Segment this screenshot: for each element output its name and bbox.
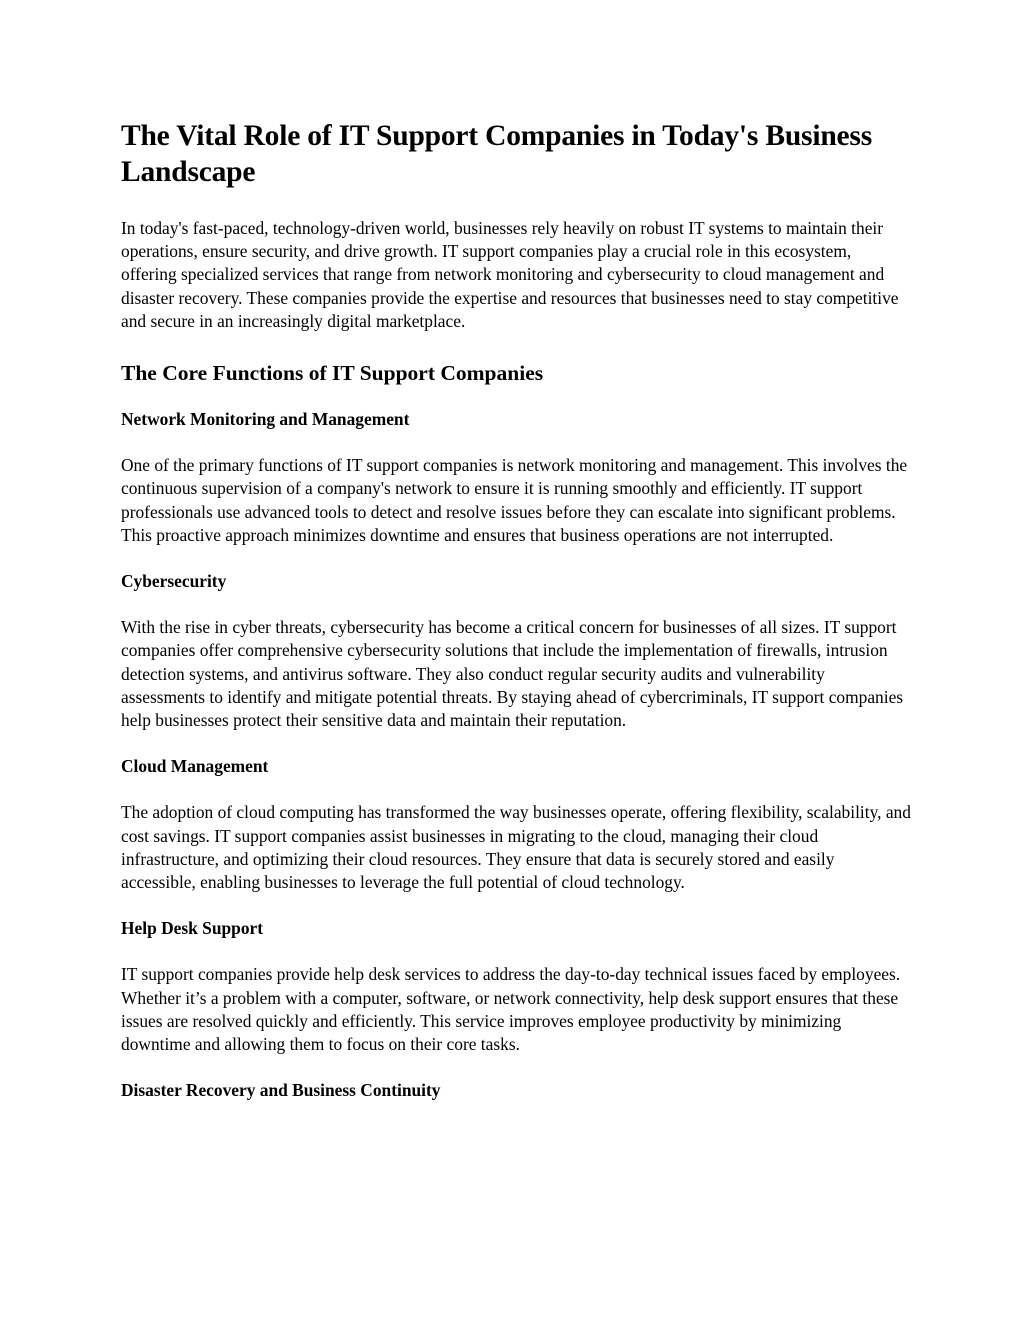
subsection-body-cloud: The adoption of cloud computing has transformed the way businesses operate, offering flexibility, scalability, and cost savings. IT support companies assist businesses in migrating to the cloud, managing their cloud infrastructure, and optimizing their cloud resources. They ensure that data is securely stored and easily accessible, enabling businesses to leverage the full potential of cloud technology. [121,802,911,893]
section-heading: The Core Functions of IT Support Companies [121,361,544,386]
subsection-body-network: One of the primary functions of IT support companies is network monitoring and management. This involves the continuous supervision of a company's network to ensure it is running smoothly and efficiently. IT support professionals use advanced tools to detect and resolve issues before they can escalate into significant problems. This proactive approach minimizes downtime and ensures that business operations are not interrupted. [121,455,908,545]
intro-paragraph: In today's fast-paced, technology-driven world, businesses rely heavily on robust IT systems to maintain their operations, ensure security, and drive growth. IT support companies play a crucial role in this ecosystem, offering specialized services that range from network monitoring and cybersecurity to cloud management and disaster recovery. These companies provide the expertise and resources that businesses need to stay competitive and secure in an increasingly digital marketplace. [121,218,899,331]
subsection-heading-disaster-recovery: Disaster Recovery and Business Continuity [121,1080,441,1101]
subsection-heading-network: Network Monitoring and Management [121,409,410,430]
subsection-heading-helpdesk: Help Desk Support [121,918,264,939]
document-page [121,118,911,1102]
subsection-heading-cloud: Cloud Management [121,756,269,777]
document-title: The Vital Role of IT Support Companies in Today's Business Landscape [121,120,872,188]
subsection-body-helpdesk: IT support companies provide help desk services to address the day-to-day technical issues faced by employees. Whether it’s a problem with a computer, software, or network connectivity, help desk support ensures that these issues are resolved quickly and efficiently. This service improves employee productivity by minimizing downtime and allowing them to focus on their core tasks. [121,964,901,1055]
subsection-heading-cybersecurity: Cybersecurity [121,571,227,592]
subsection-body-cybersecurity: With the rise in cyber threats, cybersecurity has become a critical concern for businesses of all sizes. IT support companies offer comprehensive cybersecurity solutions that include the implementation of firewalls, intrusion detection systems, and antivirus software. They also conduct regular security audits and vulnerability assessments to identify and mitigate potential threats. By staying ahead of cybercriminals, IT support companies help businesses protect their sensitive data and maintain their reputation. [121,617,904,731]
